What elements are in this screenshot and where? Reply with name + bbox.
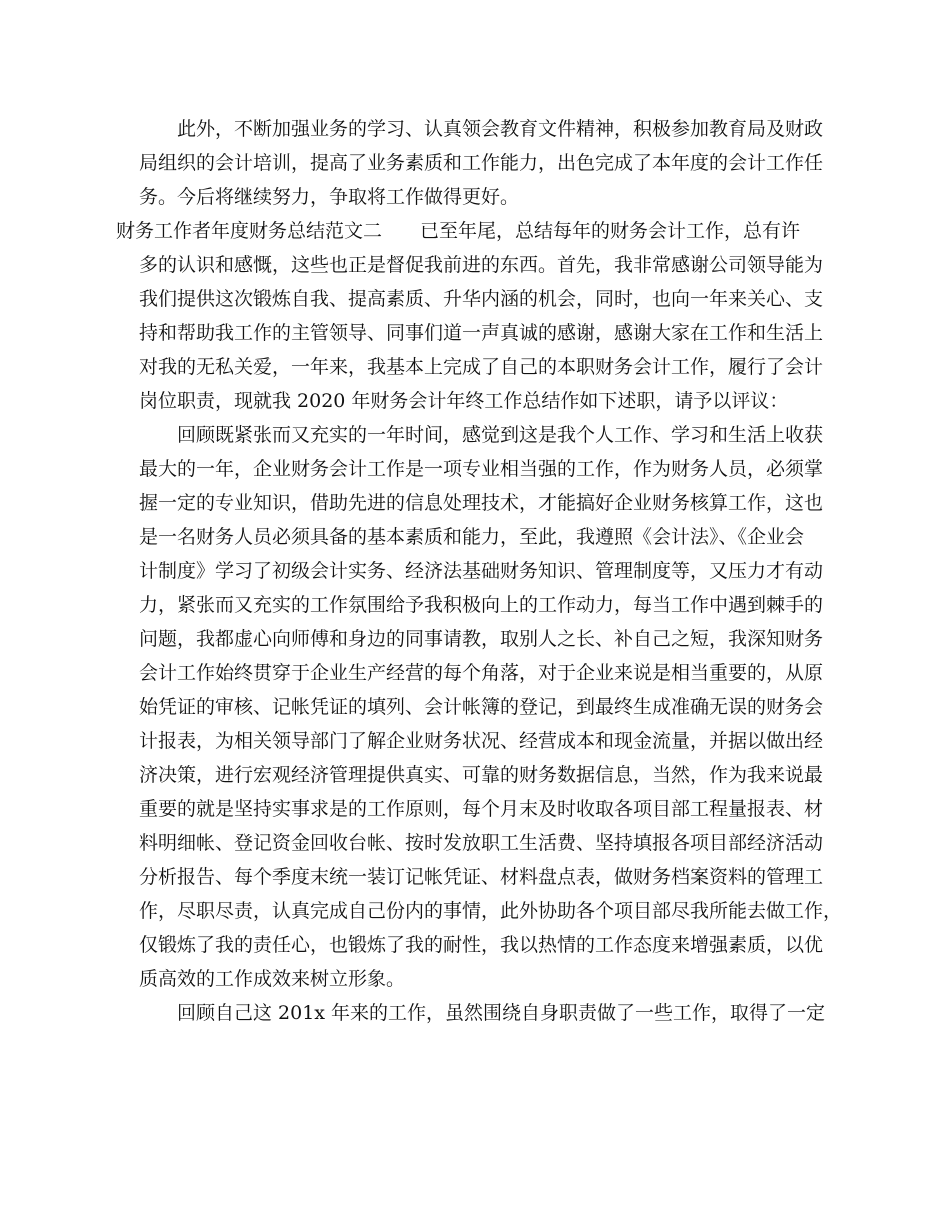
paragraph-3-line-5: 计制度》学习了初级会计实务、经济法基础财务知识、管理制度等，又压力才有动 — [139, 560, 824, 582]
paragraph-2-line-6: 岗位职责，现就我 2020 年财务会计年终工作总结作如下述职，请予以评议： — [139, 390, 789, 412]
paragraph-2-line-4: 持和帮助我工作的主管领导、同事们道一声真诚的感谢，感谢大家在工作和生活上 — [139, 322, 824, 344]
paragraph-3-line-12: 重要的就是坚持实事求是的工作原则，每个月末及时收取各项目部工程量报表、材 — [139, 798, 824, 820]
paragraph-3-line-13: 料明细帐、登记资金回收台帐、按时发放职工生活费、坚持填报各项目部经济活动 — [139, 832, 824, 854]
paragraph-3-line-15: 作，尽职尽责，认真完成自己份内的事情，此外协助各个项目部尽我所能去做工作， — [139, 900, 843, 922]
paragraph-2-line-5: 对我的无私关爱，一年来，我基本上完成了自己的本职财务会计工作，履行了会计 — [139, 356, 824, 378]
paragraph-3-line-4: 是一名财务人员必须具备的基本素质和能力，至此，我遵照《会计法》、《企业会 — [139, 526, 805, 548]
paragraph-1-line-3: 务。今后将继续努力，争取将工作做得更好。 — [139, 186, 520, 208]
paragraph-2-line-2: 多的认识和感慨，这些也正是督促我前进的东西。首先，我非常感谢公司领导能为 — [139, 254, 824, 276]
paragraph-3-line-11: 济决策，进行宏观经济管理提供真实、可靠的财务数据信息，当然，作为我来说最 — [139, 764, 824, 786]
paragraph-3-line-1: 回顾既紧张而又充实的一年时间，感觉到这是我个人工作、学习和生活上收获 — [177, 424, 824, 446]
paragraph-4-line-1: 回顾自己这 201x 年来的工作，虽然围绕自身职责做了一些工作，取得了一定 — [177, 1002, 826, 1024]
paragraph-3-line-17: 质高效的工作成效来树立形象。 — [139, 968, 406, 990]
paragraph-3-line-6: 力，紧张而又充实的工作氛围给予我积极向上的工作动力，每当工作中遇到棘手的 — [139, 594, 824, 616]
paragraph-1-line-2: 局组织的会计培训，提高了业务素质和工作能力，出色完成了本年度的会计工作任 — [139, 152, 824, 174]
paragraph-3-line-14: 分析报告、每个季度末统一装订记帐凭证、材料盘点表，做财务档案资料的管理工 — [139, 866, 824, 888]
paragraph-3-line-7: 问题，我都虚心向师傅和身边的同事请教，取别人之长、补自己之短，我深知财务 — [139, 628, 824, 650]
paragraph-1-line-1: 此外，不断加强业务的学习、认真领会教育文件精神，积极参加教育局及财政 — [177, 118, 824, 140]
paragraph-3-line-16: 仅锻炼了我的责任心，也锻炼了我的耐性，我以热情的工作态度来增强素质，以优 — [139, 934, 824, 956]
paragraph-3-line-10: 计报表，为相关领导部门了解企业财务状况、经营成本和现金流量，并据以做出经 — [139, 730, 824, 752]
section-heading-line: 财务工作者年度财务总结范文二 已至年尾，总结每年的财务会计工作，总有许 — [116, 220, 801, 242]
paragraph-3-line-9: 始凭证的审核、记帐凭证的填列、会计帐簿的登记，到最终生成准确无误的财务会 — [139, 696, 824, 718]
paragraph-3-line-8: 会计工作始终贯穿于企业生产经营的每个角落，对于企业来说是相当重要的，从原 — [139, 662, 824, 684]
paragraph-3-line-2: 最大的一年，企业财务会计工作是一项专业相当强的工作，作为财务人员，必须掌 — [139, 458, 824, 480]
paragraph-3-line-3: 握一定的专业知识，借助先进的信息处理技术，才能搞好企业财务核算工作，这也 — [139, 492, 824, 514]
paragraph-2-line-3: 我们提供这次锻炼自我、提高素质、升华内涵的机会，同时，也向一年来关心、支 — [139, 288, 824, 310]
